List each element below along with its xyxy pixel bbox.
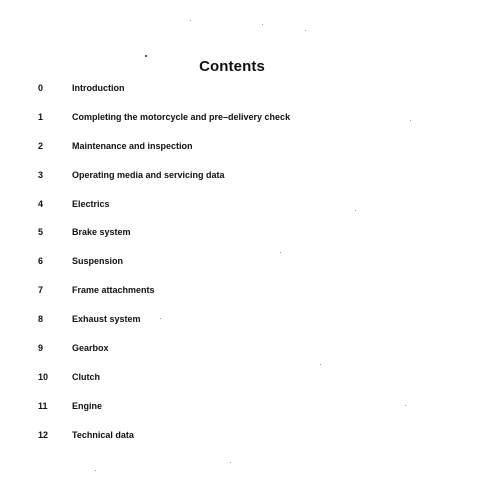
toc-item bbox=[0, 282, 479, 311]
toc-item bbox=[0, 311, 479, 340]
toc-item bbox=[0, 138, 479, 167]
toc-item-number: 6 bbox=[38, 256, 44, 267]
toc-item-number: 8 bbox=[38, 314, 44, 325]
toc-item bbox=[0, 80, 479, 109]
toc-item bbox=[0, 253, 479, 282]
toc-item bbox=[0, 109, 479, 138]
toc-item bbox=[0, 167, 479, 196]
toc-item-label: Technical data bbox=[72, 429, 134, 440]
toc-item bbox=[0, 340, 479, 369]
toc-item bbox=[0, 398, 479, 427]
toc-item-label: Operating media and servicing data bbox=[72, 169, 225, 180]
toc-item bbox=[0, 369, 479, 398]
toc-item-number: 1 bbox=[38, 111, 44, 122]
toc-item-number: 0 bbox=[38, 83, 44, 93]
toc-item bbox=[0, 196, 479, 225]
toc-item-number: 11 bbox=[38, 400, 48, 411]
toc-item-number: 12 bbox=[38, 429, 49, 440]
toc-item-number: 3 bbox=[38, 169, 44, 180]
toc-item-number: 4 bbox=[38, 198, 44, 209]
toc-item-label: Gearbox bbox=[72, 343, 109, 354]
toc-item-number: 10 bbox=[38, 371, 49, 382]
toc-item-number: 7 bbox=[38, 285, 44, 296]
toc-item-label: Clutch bbox=[72, 371, 100, 382]
toc-item bbox=[0, 224, 479, 253]
page-title: Contents bbox=[199, 58, 265, 75]
toc-item-number: 9 bbox=[38, 343, 44, 354]
toc-item bbox=[0, 427, 479, 456]
toc-item-label: Frame attachments bbox=[72, 285, 155, 296]
toc-item-number: 2 bbox=[38, 140, 44, 151]
toc-item-number: 5 bbox=[38, 227, 44, 238]
toc-item-label: Engine bbox=[72, 400, 103, 411]
toc-item-label: Introduction bbox=[72, 83, 125, 93]
toc-item-label: Maintenance and inspection bbox=[72, 140, 193, 151]
table-of-contents bbox=[0, 80, 479, 456]
toc-item-label: Brake system bbox=[72, 227, 131, 238]
toc-item-label: Completing the motorcycle and pre–delivery check bbox=[72, 111, 291, 122]
toc-item-label: Electrics bbox=[72, 198, 110, 209]
toc-item-label: Exhaust system bbox=[72, 314, 141, 325]
toc-item-label: Suspension bbox=[72, 256, 124, 267]
